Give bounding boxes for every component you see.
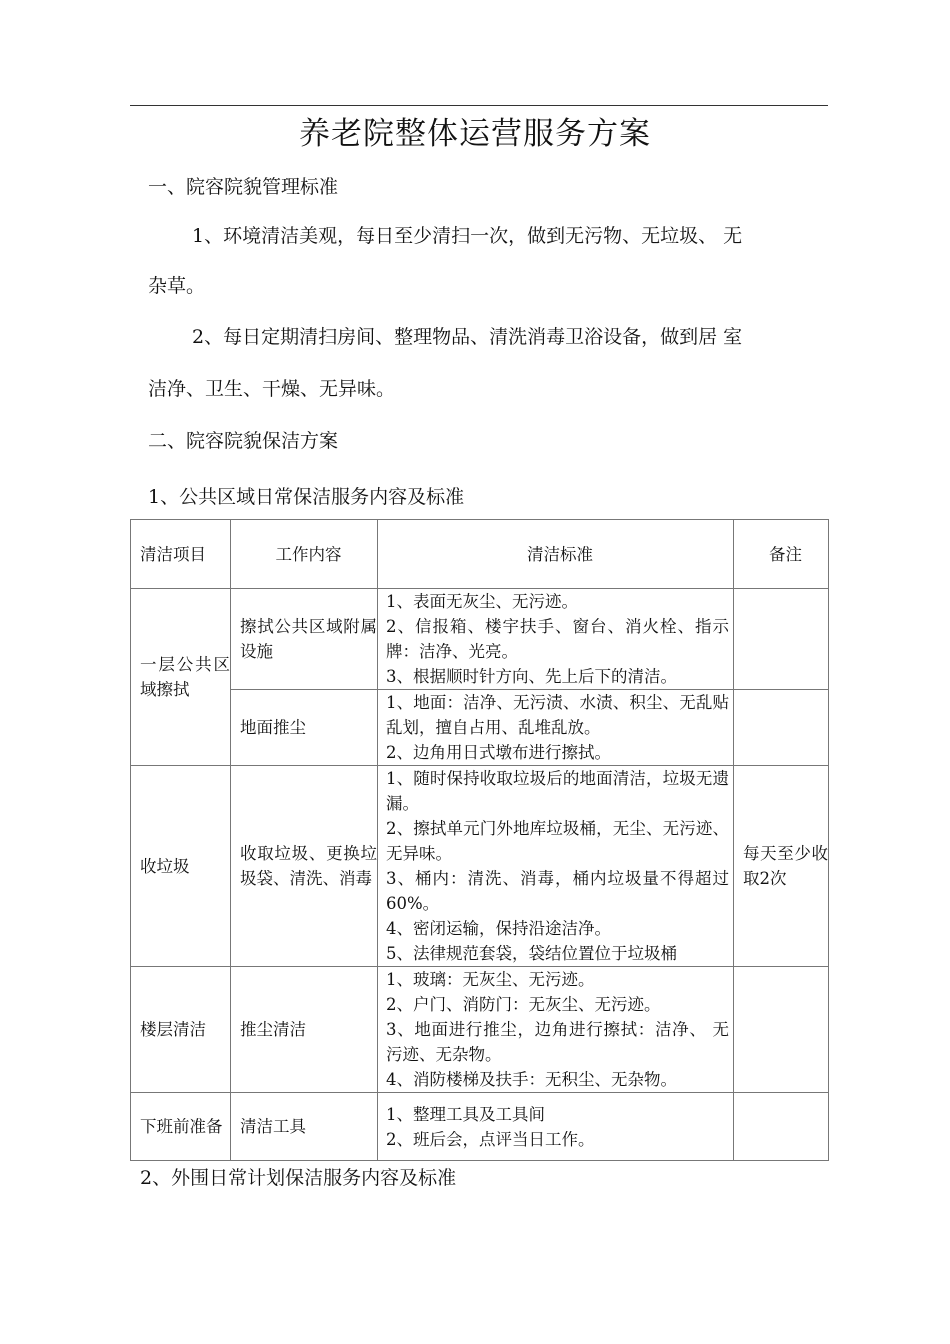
- table1-caption: 1、公共区域日常保洁服务内容及标准: [148, 486, 465, 508]
- item1-line2: 杂草。: [148, 275, 206, 297]
- standard-line: 2、边角用日式墩布进行擦拭。: [386, 743, 611, 762]
- row-content: 推尘清洁: [231, 967, 378, 1093]
- section1-heading: 一、院容院貌管理标准: [148, 176, 339, 198]
- header-project: 清洁项目: [131, 520, 231, 589]
- standard-line: 3、桶内：清洗、消毒，桶内垃圾量不得超过60%。: [386, 869, 729, 913]
- item2-line2: 洁净、卫生、干燥、无异味。: [148, 378, 396, 400]
- row-standard: [378, 1093, 734, 1161]
- cleaning-standards-table: [130, 519, 829, 1161]
- row-note: [734, 1093, 829, 1161]
- item1-line1: 1、环境清洁美观，每日至少清扫一次，做到无污物、无垃圾、 无: [192, 225, 743, 247]
- header-content: 工作内容: [231, 520, 378, 589]
- row-content: 清洁工具: [231, 1093, 378, 1161]
- standard-line: 1、地面：洁净、无污渍、水渍、积尘、无乱贴乱划，擅自占用、乱堆乱放。: [386, 693, 729, 737]
- row-project: 下班前准备: [131, 1093, 231, 1161]
- row-project: 楼层清洁: [131, 967, 231, 1093]
- standard-line: 1、随时保持收取垃圾后的地面清洁，垃圾无遗漏。: [386, 769, 729, 813]
- document-title: 养老院整体运营服务方案: [299, 116, 651, 152]
- standard-line: 1、整理工具及工具间: [386, 1104, 545, 1124]
- standard-line: 2、户门、消防门：无灰尘、无污迹。: [386, 995, 661, 1014]
- section2-heading: 二、院容院貌保洁方案: [148, 430, 339, 452]
- item2-line1: 2、每日定期清扫房间、整理物品、清洗消毒卫浴设备，做到居 室: [192, 326, 743, 348]
- table-row: [131, 589, 829, 690]
- header-rule: [130, 105, 828, 106]
- standard-line: 1、表面无灰尘、无污迹。: [386, 592, 578, 611]
- row-note: 每天至少收取2次: [734, 766, 829, 967]
- row-standard: [378, 589, 734, 690]
- row-standard: [378, 766, 734, 967]
- table-header-row: [131, 520, 829, 589]
- header-standard: 清洁标准: [378, 520, 734, 589]
- row-content: 收取垃圾、更换垃圾袋、清洗、消毒: [231, 766, 378, 967]
- standard-line: 2、班后会，点评当日工作。: [386, 1129, 595, 1149]
- row-note: [734, 589, 829, 690]
- standard-line: 5、法律规范套袋，袋结位置位于垃圾桶: [386, 944, 677, 963]
- standard-line: 2、擦拭单元门外地库垃圾桶，无尘、无污迹、无异味。: [386, 819, 729, 863]
- row-content: 擦拭公共区域附属设施: [231, 589, 378, 690]
- table-row: [131, 967, 829, 1093]
- row-note: [734, 690, 829, 766]
- row-project: 一层公共区域擦拭: [131, 589, 231, 766]
- table2-caption: 2、外围日常计划保洁服务内容及标准: [140, 1167, 457, 1189]
- table-row: [131, 766, 829, 967]
- header-note: 备注: [734, 520, 829, 589]
- table-row: [131, 690, 829, 766]
- standard-line: 1、玻璃：无灰尘、无污迹。: [386, 970, 595, 989]
- table-row: [131, 1093, 829, 1161]
- standard-line: 3、根据顺时针方向、先上后下的清洁。: [386, 667, 677, 686]
- row-note: [734, 967, 829, 1093]
- standard-line: 4、密闭运输，保持沿途洁净。: [386, 919, 611, 938]
- row-project: 收垃圾: [131, 766, 231, 967]
- row-standard: [378, 690, 734, 766]
- standard-line: 3、地面进行推尘，边角进行擦拭：洁净、 无污迹、无杂物。: [386, 1020, 729, 1064]
- standard-line: 2、信报箱、楼宇扶手、窗台、消火栓、指示牌：洁净、光亮。: [386, 617, 729, 661]
- row-content: 地面推尘: [231, 690, 378, 766]
- row-standard: [378, 967, 734, 1093]
- standard-line: 4、消防楼梯及扶手：无积尘、无杂物。: [386, 1070, 677, 1089]
